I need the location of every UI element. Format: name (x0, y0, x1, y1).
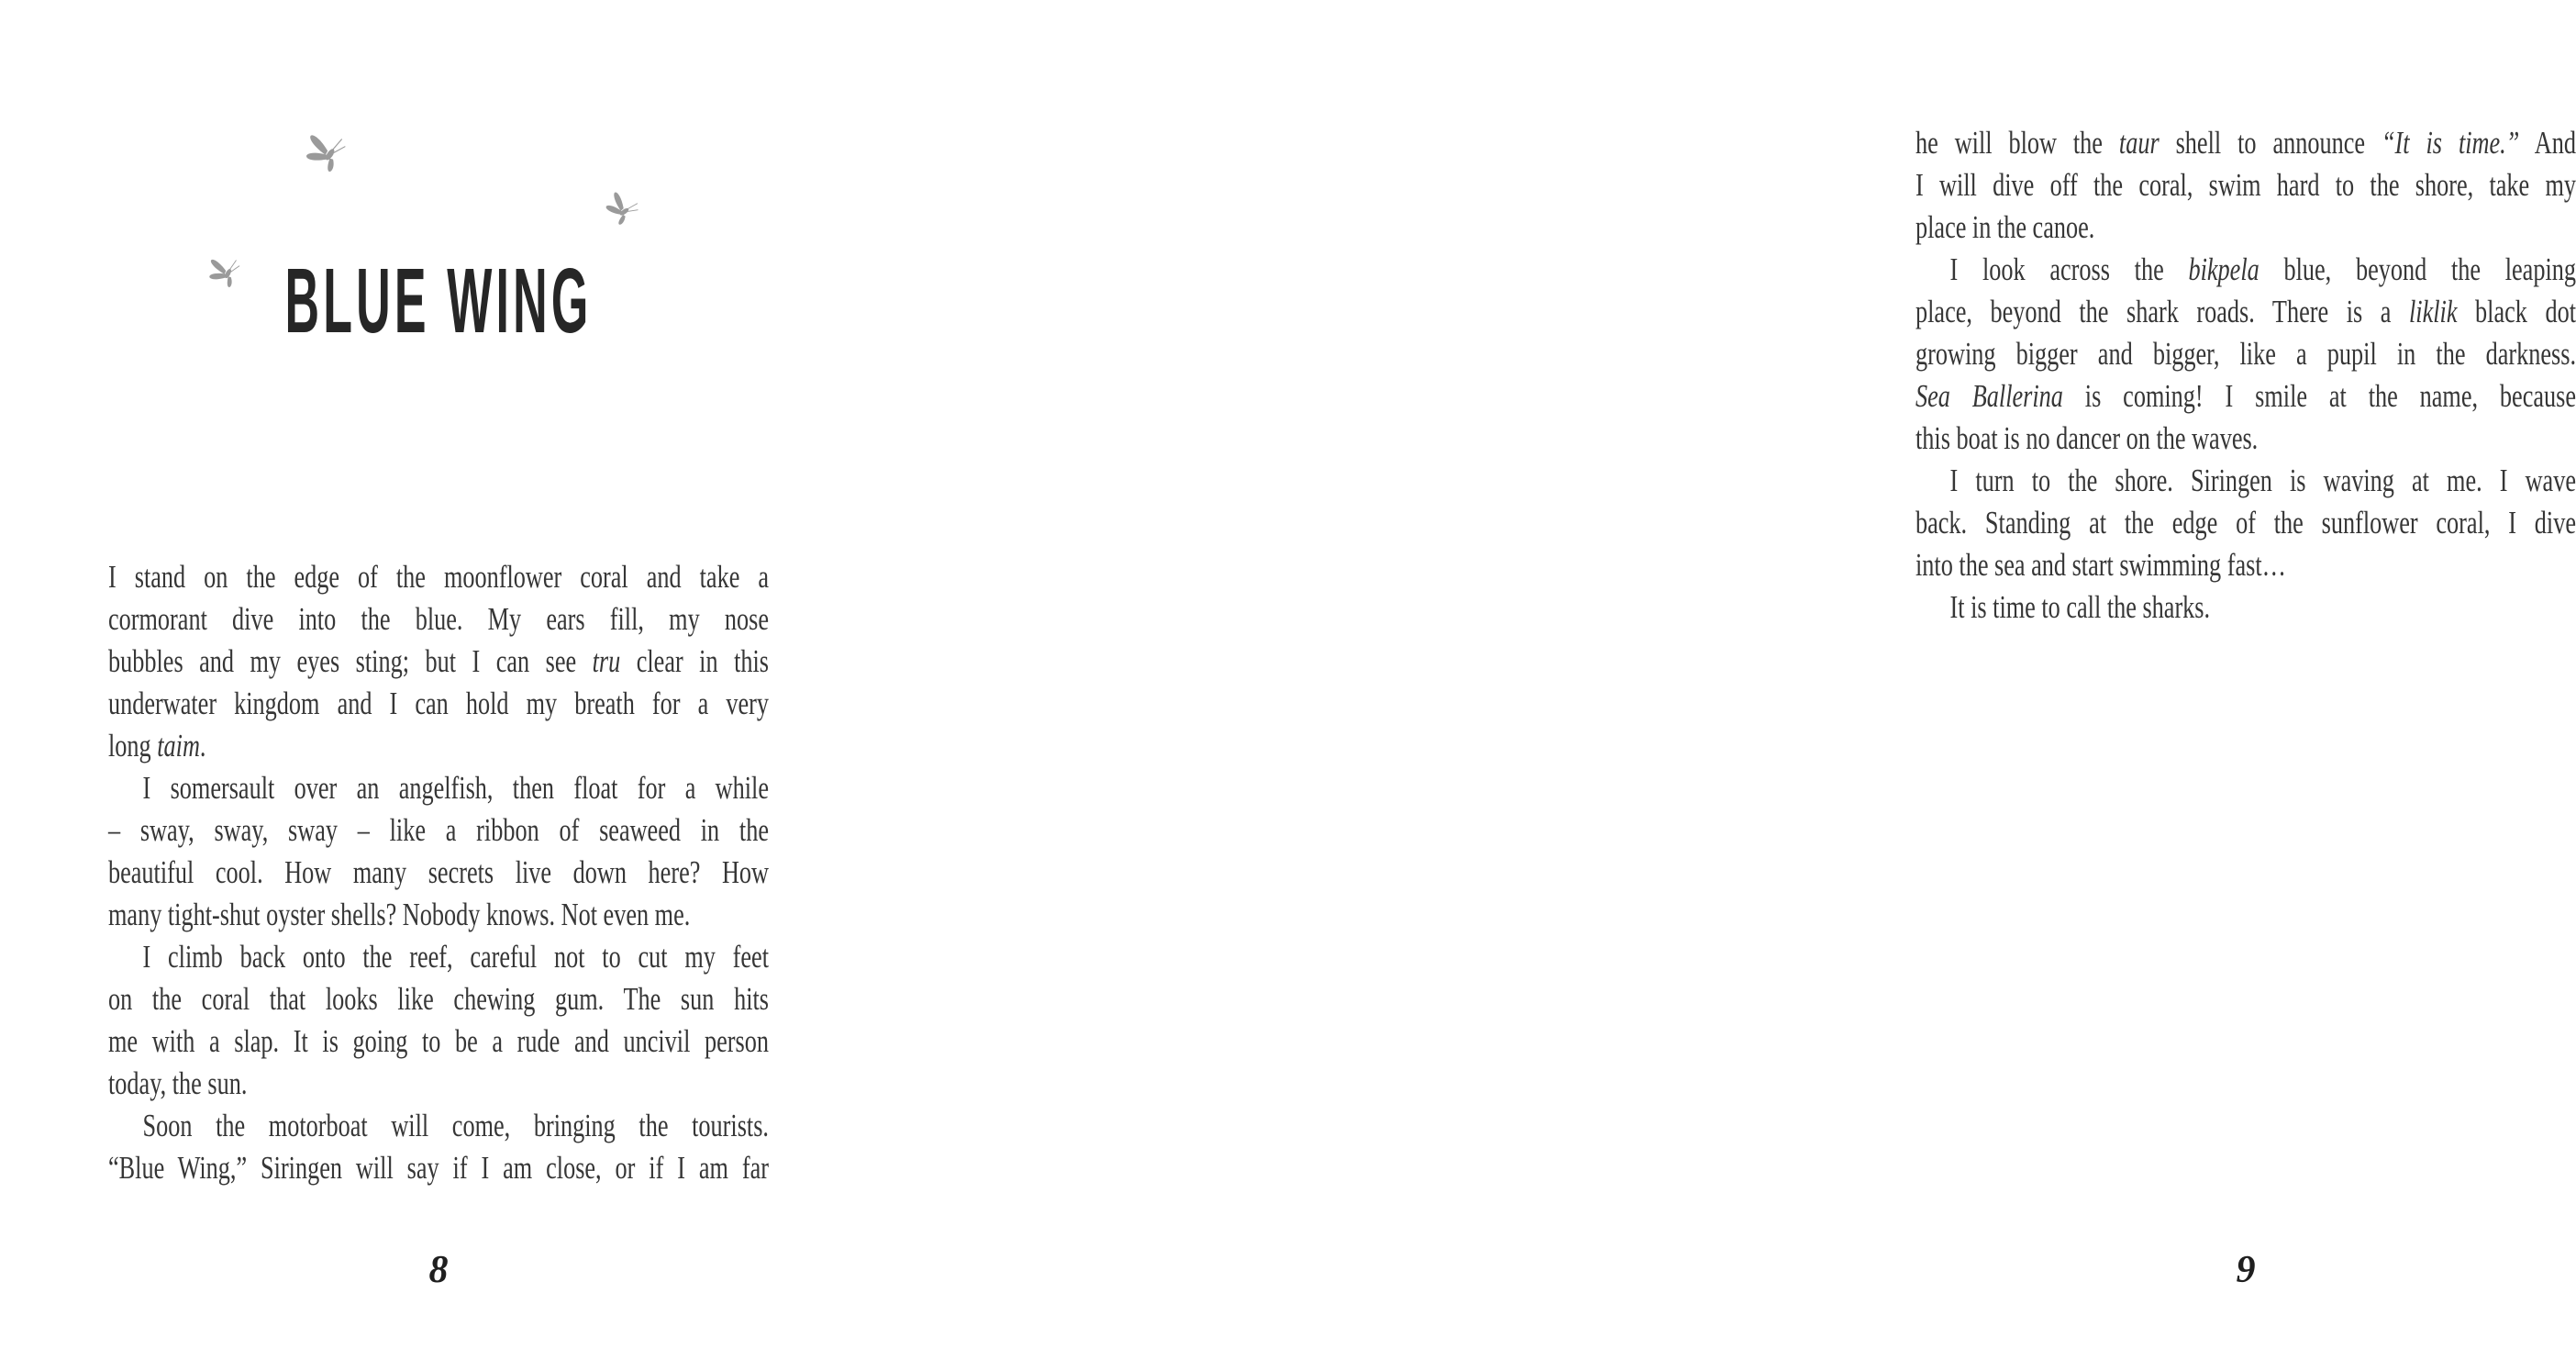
text-line: into the sea and start swimming fast… (1915, 547, 2286, 583)
text-line: many tight-shut oyster shells? Nobody knows. Not even me. (108, 897, 691, 932)
text-line: on the coral that looks like chewing gum. The sun hits (108, 981, 769, 1017)
text-line: “Blue Wing,” Siringen will say if I am close, or if I am far (108, 1150, 769, 1186)
text-line: I look across the bikpela blue, beyond the leaping (1949, 251, 2576, 287)
text-line: me with a slap. It is going to be a rude and uncivil person (108, 1023, 769, 1059)
text-line: growing bigger and bigger, like a pupil in the darkness. (1915, 336, 2576, 372)
page-number-right: 9 (2236, 1249, 2256, 1291)
butterfly-icon (293, 115, 363, 185)
text-line: – sway, sway, sway – like a ribbon of seaweed in the (108, 812, 769, 848)
text-line: today, the sun. (108, 1065, 248, 1101)
chapter-title: BLUE WING (284, 250, 593, 352)
text-line: Soon the motorboat will come, bringing the tourists. (142, 1108, 769, 1143)
body-text-right (1915, 122, 2576, 629)
text-line: place in the canoe. (1915, 209, 2095, 245)
text-line: back. Standing at the edge of the sunflower coral, I dive (1915, 505, 2576, 541)
page-number-left: 8 (428, 1249, 449, 1291)
butterfly-icon (593, 176, 655, 239)
text-line: long taim. (108, 728, 206, 764)
text-line: beautiful cool. How many secrets live down here? How (108, 854, 769, 890)
text-line: he will blow the taur shell to announce “It is time.” And (1915, 125, 2576, 161)
text-line: I stand on the edge of the moonflower coral and take a (108, 559, 769, 595)
text-line: this boat is no dancer on the waves. (1915, 420, 2259, 456)
body-text-left (108, 556, 769, 1189)
text-line: It is time to call the sharks. (1949, 589, 2211, 625)
text-line: bubbles and my eyes sting; but I can see tru clear in this (108, 643, 770, 679)
text-line: I somersault over an angelfish, then float for a while (142, 770, 769, 806)
text-line: cormorant dive into the blue. My ears fill, my nose (108, 601, 769, 637)
text-line: I climb back onto the reef, careful not to cut my feet (142, 939, 769, 975)
text-line: place, beyond the shark roads. There is a liklik black dot (1915, 294, 2576, 329)
right-page (893, 0, 2576, 1360)
text-line: Sea Ballerina is coming! I smile at the name, because (1915, 378, 2576, 414)
text-line: I turn to the shore. Siringen is waving at me. I wave (1949, 463, 2576, 498)
left-page (0, 0, 893, 1360)
butterfly-icon (195, 240, 256, 300)
text-line: underwater kingdom and I can hold my breath for a very (108, 686, 769, 721)
text-line: I will dive off the coral, swim hard to the shore, take my (1915, 167, 2576, 203)
